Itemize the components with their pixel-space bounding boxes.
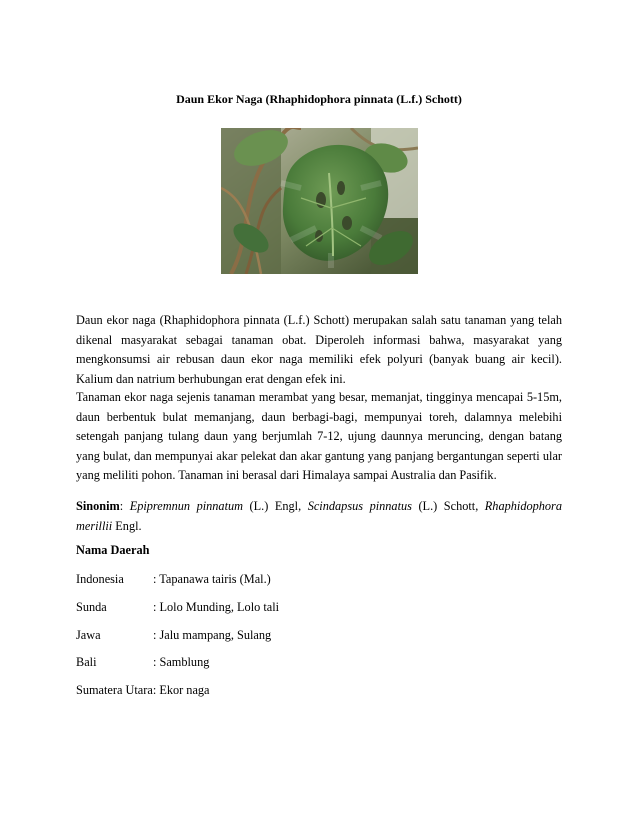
regional-name-row: [76, 600, 279, 618]
synonym-label: Sinonim: [76, 499, 120, 513]
region-name: : Ekor naga: [152, 683, 210, 697]
region-label: Bali: [76, 655, 97, 669]
region-name: : Tapanawa tairis (Mal.): [153, 572, 271, 586]
regional-names-heading: Nama Daerah: [76, 543, 150, 557]
synonym-colon: :: [119, 499, 130, 513]
regional-name-row: [76, 572, 271, 590]
synonym-author-2: (L.) Schott,: [411, 499, 485, 513]
plant-photo: [221, 128, 418, 274]
synonym-species-1: Epipremnun pinnatum: [129, 499, 244, 513]
region-name: : Lolo Munding, Lolo tali: [153, 600, 280, 614]
synonym-author-1: (L.) Engl,: [243, 499, 308, 513]
synonym-species-3: Rhaphidophora merillii: [76, 499, 562, 533]
regional-name-row: [76, 628, 271, 646]
region-label: Jawa: [76, 628, 101, 642]
region-label: Sumatera Utara: [76, 683, 153, 697]
regional-name-row: [76, 655, 209, 673]
region-label: Sunda: [76, 600, 107, 614]
paragraph-description: Tanaman ekor naga sejenis tanaman merambat yang besar, memanjat, tingginya mencapai 5-15m, daun berbentuk bulat memanjang, daun berbagi-bagi, mempunyai toreh, dalamnya melebihi setengah panjang tulang daun yang berjumlah 7-12, ujung daunnya meruncing, dengan batang yang bulat, dan mempunyai akar pelekat dan akar gantung yang panjang bergantungan seperti ular yang meliliti pohon. Tanaman ini berasal dari Himalaya sampai Australia dan Pasifik.: [76, 390, 562, 482]
paragraph-introduction: Daun ekor naga (Rhaphidophora pinnata (L.f.) Schott) merupakan salah satu tanaman yang telah dikenal masyarakat sebagai tanaman obat. Diperoleh informasi bahwa, masyarakat yang mengkonsumsi air rebusan daun ekor naga memiliki efek polyuri (banyak buang air kecil). Kalium dan natrium berhubungan erat dengan efek ini.: [76, 313, 562, 386]
regional-name-row: [76, 683, 210, 701]
synonym-paragraph: [76, 497, 562, 536]
region-name: : Samblung: [153, 655, 210, 669]
document-title: Daun Ekor Naga (Rhaphidophora pinnata (L.f.) Schott): [176, 92, 462, 106]
synonym-species-2: Scindapsus pinnatus: [307, 499, 412, 513]
synonym-author-3: Engl.: [112, 518, 142, 533]
region-name: : Jalu mampang, Sulang: [153, 628, 272, 642]
region-label: Indonesia: [76, 572, 124, 586]
